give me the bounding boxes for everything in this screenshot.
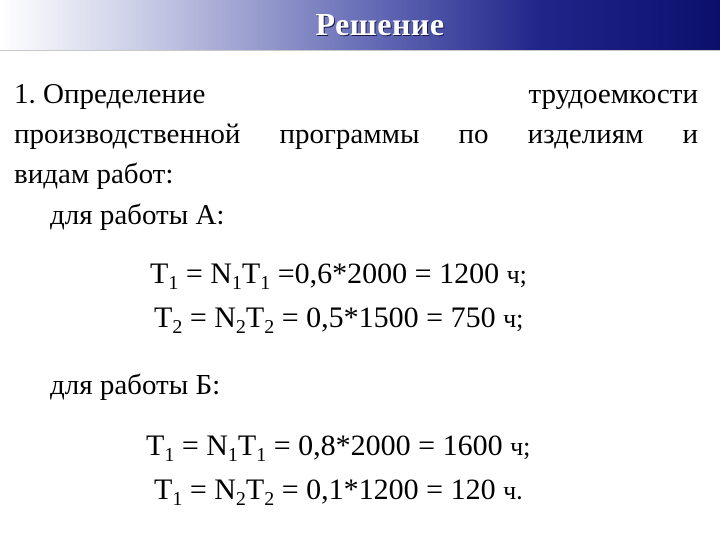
- work-a-heading: для работы А:: [50, 199, 225, 231]
- formula-b-2: $T_1 = N_2T_2 = 0,1*1200 = 120$ ч.: [154, 473, 523, 510]
- slide-title: Решение: [315, 5, 445, 42]
- intro-line-1-right: трудоемкости: [528, 78, 698, 110]
- intro-line-2: [14, 114, 698, 154]
- title-divider: [0, 50, 720, 57]
- intro-line-1-left: 1. Определение: [14, 78, 206, 110]
- intro-word: по: [458, 118, 489, 150]
- intro-word: программы: [279, 118, 420, 150]
- intro-line-3: видам работ:: [14, 158, 174, 190]
- intro-word: изделиям: [527, 118, 644, 150]
- formula-b-1: $T_1 = N_1T_1 = 0,8*2000 = 1600$ ч;: [146, 429, 531, 466]
- intro-line-1: [14, 74, 698, 114]
- intro-word: производственной: [14, 118, 241, 150]
- intro-word: и: [682, 118, 698, 150]
- intro-paragraph: [14, 74, 698, 194]
- formula-a-2: $T_2 = N_2T_2 = 0,5*1500 = 750$ ч;: [154, 301, 524, 338]
- formula-a-1: $T_1 = N_1T_1 =0,6*2000 = 1200$ ч;: [150, 257, 527, 294]
- title-bar: [0, 0, 720, 50]
- work-b-heading: для работы Б:: [50, 369, 221, 401]
